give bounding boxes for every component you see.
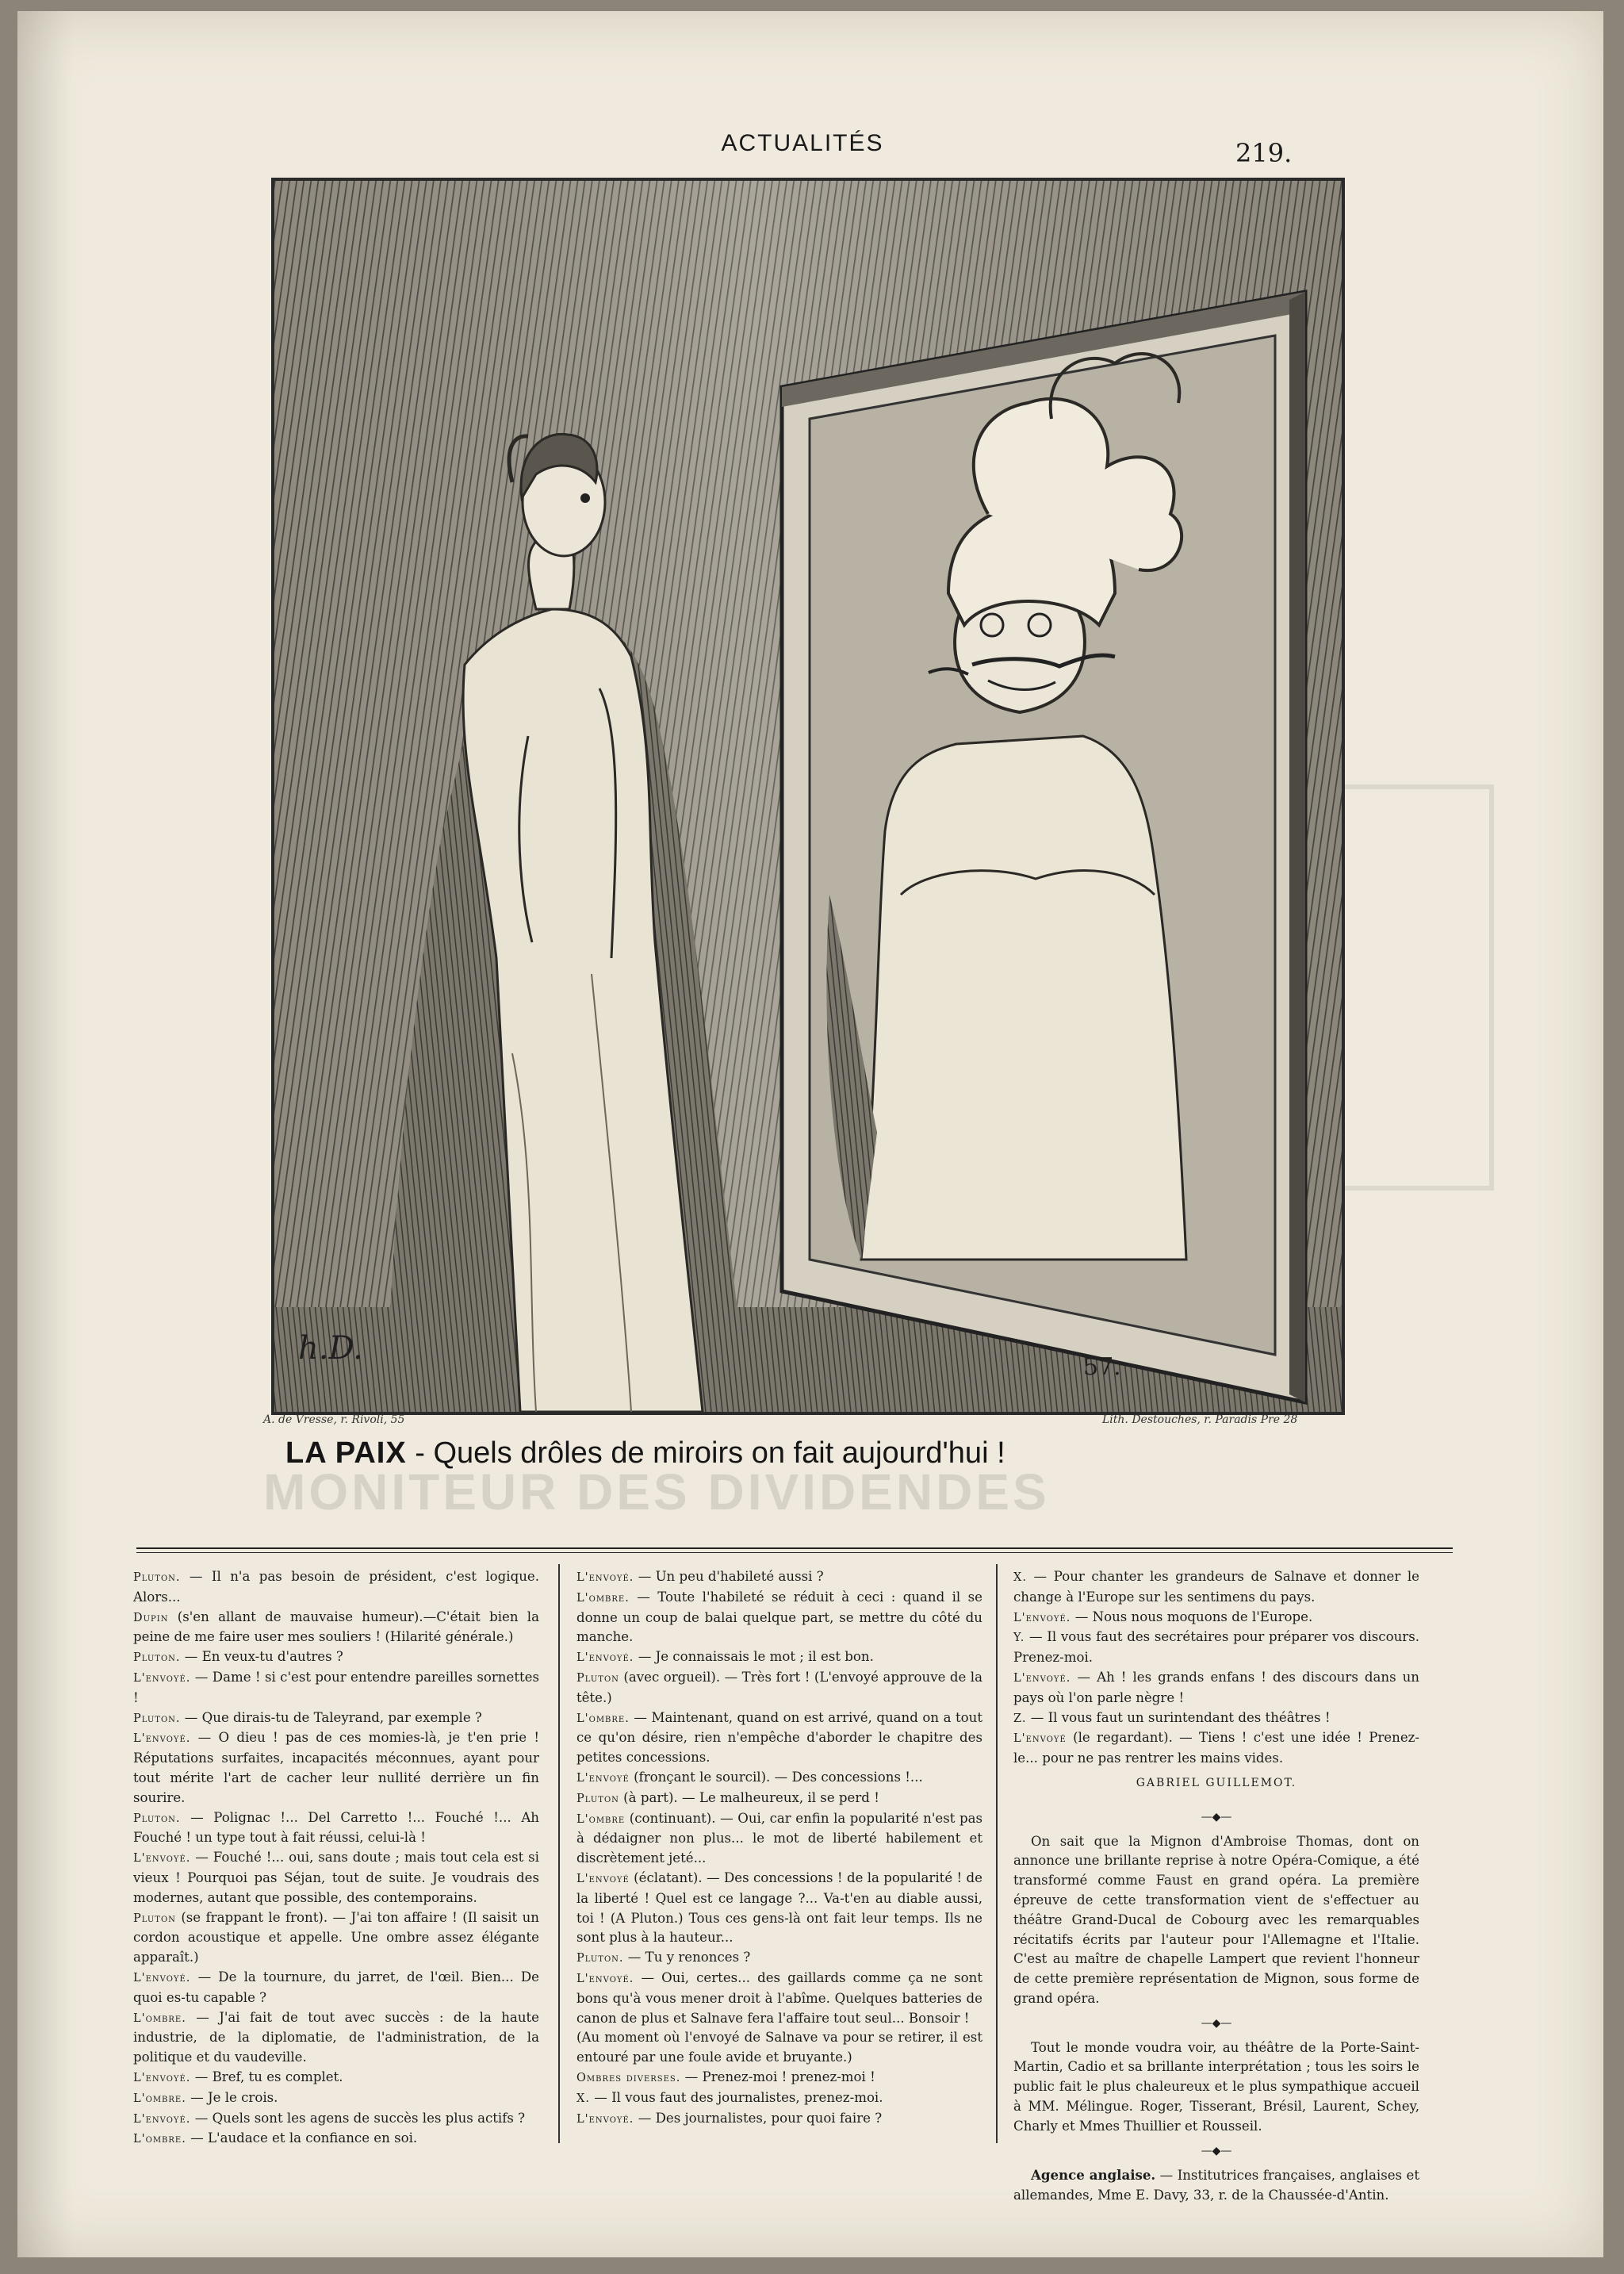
dialogue-line [576,1768,982,1789]
dialogue-text: (avec orgueil). — Très fort ! (L'envoyé approuve de la tête.) [576,1669,982,1705]
dialogue-text: — Quels sont les agens de succès les plus actifs ? [190,2110,526,2126]
dialogue-line [133,1848,539,1908]
column-divider [558,1564,560,2143]
text-column-3 [1013,1567,1419,2206]
ornament-divider: —◆— [1201,1810,1232,1823]
speaker-name: Pluton. [133,1651,181,1665]
newspaper-page [17,11,1603,2257]
caption-subject: LA PAIX [285,1436,407,1470]
speaker-name: L'ombre. [133,2092,186,2105]
agency-name: Agence anglaise. [1031,2167,1156,2184]
speaker-name: Pluton. [576,1952,624,1965]
speaker-name: L'envoyé. [133,2112,191,2126]
speaker-name: X. [576,2092,590,2105]
dialogue-text: (à part). — Le malheureux, il se perd ! [619,1789,879,1805]
publisher-credit: A. de Vresse, r. Rivoli, 55 [263,1413,405,1426]
dialogue-line [133,1908,539,1968]
speaker-name: Pluton. [133,1712,181,1725]
dialogue-text: — Fouché !... oui, sans doute ; mais tout cela est si vieux ! Pourquoi pas Séjan, tout de suite. Je voudrais des modernes, autant que possible, des contemporains. [133,1850,539,1905]
artist-signature: h.D. [298,1330,363,1367]
lithograph-drawing [274,181,1342,1412]
section-rule-thin [136,1552,1453,1553]
dialogue-text: (fronçant le sourcil). — Des concessions !... [629,1769,923,1785]
speaker-name: L'envoyé [576,1872,630,1885]
dialogue-text: — Tu y renonces ? [623,1950,751,1965]
speaker-name: L'envoyé. [133,2071,191,2084]
caption-text: - Quels drôles de miroirs on fait aujourd'hui ! [406,1436,1005,1470]
speaker-name: L'envoyé. [576,1571,634,1584]
dialogue-text: — Dame ! si c'est pour entendre pareilles sornettes ! [133,1669,539,1705]
column-divider [996,1564,998,2143]
dialogue-lines [1013,1567,1419,1769]
dialogue-line [576,1869,982,1948]
dialogue-line [133,1647,539,1668]
speaker-name: L'envoyé. [133,1971,191,1984]
dialogue-line [133,1728,539,1808]
dialogue-text: — Maintenant, quand on est arrivé, quand on a tout ce qu'on désire, rien n'empêche d'aborder le chapitre des petites concessions. [576,1709,982,1766]
dialogue-text: — O dieu ! pas de ces momies-là, je t'en prie ! Réputations surfaites, incapacités méconnues, ayant pour tout mérite l'art de cacher leur nullité derrière un fin sourire. [133,1730,539,1805]
speaker-name: Pluton. [133,1812,181,1825]
dialogue-line [1013,1728,1419,1769]
author-signature: GABRIEL GUILLEMOT. [1136,1776,1297,1789]
dialogue-line [133,2129,539,2149]
dialogue-line [576,1668,982,1708]
speaker-name: L'ombre. [576,1712,630,1725]
speaker-name: Pluton [576,1792,619,1805]
page-number: 219. [1235,138,1293,168]
dialogue-text: — Il vous faut des journalistes, prenez-moi. [589,2089,883,2105]
dialogue-line [1013,1708,1419,1729]
ornament-divider: —◆— [1201,2144,1232,2157]
dialogue-text: — Polignac !... Del Carretto !... Fouché !... Ah Fouché ! un type tout à fait réussi, celui-là ! [133,1809,539,1846]
speaker-name: L'envoyé. [133,1671,191,1685]
dialogue-text: — De la tournure, du jarret, de l'œil. Bien... De quoi es-tu capable ? [133,1969,539,2005]
speaker-name: Pluton [133,1912,176,1925]
speaker-name: L'ombre. [133,2133,186,2146]
speaker-name: Z. [1013,1712,1027,1725]
dialogue-line [576,1969,982,2028]
dialogue-text: (éclatant). — Des concessions ! de la popularité ! de la liberté ! Quel est ce langage ?... Va-t'en au diable aussi, toi ! (A Pluton.) Tous ces gens-là ont fait leur temps. Ils ne sont plus à la hauteur... [576,1869,982,1946]
dialogue-line [576,2109,982,2130]
section-title: ACTUALITÉS [721,130,884,156]
dialogue-line [1013,1668,1419,1708]
dialogue-line [576,2028,982,2068]
dialogue-line [576,2068,982,2088]
dialogue-line [133,2109,539,2130]
agency-text: — Institutrices françaises, anglaises et allemandes, Mme E. Davy, 33, r. de la Chaussée-d'Antin. [1013,2168,1420,2203]
speaker-name: Dupin [133,1611,169,1624]
dialogue-text: (le regardant). — Tiens ! c'est une idée ! Prenez-le... pour ne pas rentrer les mains vides. [1013,1730,1419,1766]
speaker-name: L'envoyé. [133,1732,191,1746]
dialogue-text: — Il n'a pas besoin de président, c'est logique. Alors... [133,1569,539,1605]
ornament-divider: —◆— [1201,2016,1232,2030]
speaker-name: L'envoyé. [1013,1671,1071,1685]
dialogue-line [1013,1628,1419,1668]
illustration-caption [285,1436,1316,1471]
dialogue-line [133,2068,539,2088]
text-column-2 [576,1567,982,2129]
page-fold-shadow [17,11,73,2257]
dialogue-line [576,1809,982,1869]
speaker-name: Pluton [576,1671,619,1685]
dialogue-line [133,1968,539,2008]
dialogue-text: (continuant). — Oui, car enfin la popularité n'est pas à dédaigner non plus... le mot de liberté habilement et discrètement jeté... [576,1810,982,1866]
speaker-name: L'envoyé. [576,2112,634,2126]
speaker-name: L'envoyé [576,1771,630,1785]
speaker-name: Ombres diverses. [576,2071,681,2084]
dialogue-text: — Pour chanter les grandeurs de Salnave et donner le change à l'Europe sur les sentimens du pays. [1013,1569,1419,1605]
dialogue-text: — Que dirais-tu de Taleyrand, par exemple ? [180,1709,482,1725]
dialogue-text: (Au moment où l'envoyé de Salnave va pour se retirer, il est entouré par une foule avide et bruyante.) [576,2030,982,2065]
dialogue-line [576,1948,982,1969]
speaker-name: L'ombre [576,1812,626,1826]
dialogue-text: — Toute l'habileté se réduit à ceci : quand il se donne un coup de balai quelque part, se mettre du côté du manche. [576,1589,982,1645]
speaker-name: L'ombre. [133,2011,186,2025]
printer-credit: Lith. Destouches, r. Paradis Pre 28 [1102,1413,1298,1426]
speaker-name: L'envoyé. [576,1651,634,1665]
speaker-name: Y. [1013,1632,1025,1645]
dialogue-text: (s'en allant de mauvaise humeur).—C'était bien la peine de me faire user mes souliers ! (Hilarité générale.) [133,1609,539,1645]
speaker-name: L'envoyé. [1013,1611,1071,1624]
dialogue-line [133,2088,539,2109]
dialogue-text: — Il vous faut des secrétaires pour préparer vos discours. Prenez-moi. [1013,1629,1419,1666]
speaker-name: X. [1013,1571,1027,1584]
dialogue-line [1013,1608,1419,1628]
dialogue-text: — J'ai fait de tout avec succès : de la haute industrie, de la diplomatie, de l'administration, de la politique et du vaudeville. [133,2009,539,2065]
dialogue-text: — Ah ! les grands enfans ! des discours dans un pays où l'on parle nègre ! [1013,1669,1419,1705]
dialogue-line [576,1647,982,1668]
speaker-name: L'ombre. [576,1591,630,1605]
dialogue-text: — Nous nous moquons de l'Europe. [1071,1609,1313,1624]
dialogue-text: — Je connaissais le mot ; il est bon. [634,1649,874,1665]
dialogue-text: — Il vous faut un surintendant des théâtres ! [1026,1709,1331,1725]
dialogue-text: — Bref, tu es complet. [190,2069,343,2084]
dialogue-line [133,1608,539,1648]
dialogue-text: — Un peu d'habileté aussi ? [634,1569,824,1584]
dialogue-line [576,1789,982,1809]
section-rule [136,1547,1453,1549]
lithograph-illustration [271,178,1345,1415]
dialogue-text: — Prenez-moi ! prenez-moi ! [680,2069,875,2084]
dialogue-line [1013,1567,1419,1608]
speaker-name: L'envoyé [1013,1732,1067,1746]
dialogue-line [133,1708,539,1729]
news-item-mignon: On sait que la Mignon d'Ambroise Thomas, dont on annonce une brillante reprise à notre Opéra-Comique, a été transformé comme Faust en grand opéra. La première épreuve de cette transformation vient de s'effectuer au théâtre Grand-Ducal de Cobourg avec les remarquables récitatifs écrits par l'auteur pour l'Allemagne et l'Italie. C'est au maître de chapelle Lampert que revient l'honneur de cette première représentation de Mignon, sous forme de grand opéra. [1013,1833,1419,2006]
speaker-name: Pluton. [133,1571,181,1584]
dialogue-text: — En veux-tu d'autres ? [180,1649,343,1665]
speaker-name: L'envoyé. [576,1972,634,1985]
dialogue-text: — L'audace et la confiance en soi. [186,2130,418,2146]
dialogue-text: (se frappant le front). — J'ai ton affaire ! (Il saisit un cordon acoustique et appelle. Une ombre assez élégante apparaît.) [133,1909,539,1965]
text-column-1 [133,1567,539,2149]
dialogue-line [133,1668,539,1708]
dialogue-line [576,2088,982,2109]
dialogue-line [576,1708,982,1768]
dialogue-text: — Je le crois. [186,2089,278,2105]
dialogue-text: — Des journalistes, pour quoi faire ? [634,2110,883,2126]
mirror-number: 57. [1083,1353,1121,1381]
dialogue-line [133,1567,539,1608]
advertisement [1013,2165,1419,2206]
dialogue-line [133,1808,539,1849]
speaker-name: L'envoyé. [133,1852,191,1866]
show-through-heading: MONITEUR DES DIVIDENDES [263,1463,1050,1520]
dialogue-line [576,1588,982,1647]
dialogue-text: — Oui, certes... des gaillards comme ça ne sont bons qu'à vous mener droit à l'abîme. Quelques batteries de canon de plus et Salnave fera l'affaire tout seul... Bonsoir ! [576,1969,982,2026]
news-item-cadio: Tout le monde voudra voir, au théâtre de la Porte-Saint-Martin, Cadio et sa brillante interprétation ; tous les soirs le public fait le plus chaleureux et le plus sympathique accueil à MM. Mélingue. Roger, Tisserant, Brésil, Laurent, Schey, Charly et Mmes Thuillier et Rousseil. [1013,2039,1419,2134]
dialogue-line [133,2008,539,2068]
dialogue-line [576,1567,982,1588]
